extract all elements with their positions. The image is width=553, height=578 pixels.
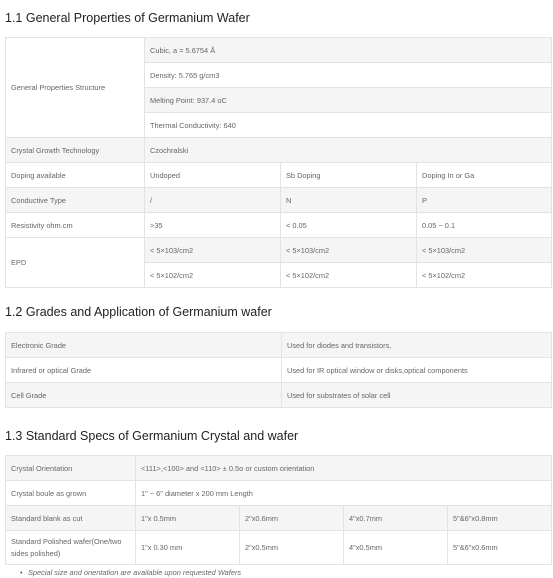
boule-label: Crystal boule as grown	[6, 481, 136, 506]
doping-value: Doping In or Ga	[417, 163, 552, 188]
orientation-value: <111>,<100> and <110> ± 0.5o or custom orientation	[136, 456, 552, 481]
polished-label: Standard Polished wafer(One/two sides polished)	[6, 531, 136, 565]
polished-value: 2"x0.5mm	[240, 531, 344, 565]
blank-value: 2"x0.6mm	[240, 506, 344, 531]
grades-table	[5, 332, 552, 408]
conductive-value: N	[281, 188, 417, 213]
epd-value: < 5×103/cm2	[281, 238, 417, 263]
bullet-icon: •	[20, 568, 23, 577]
structure-value: Cubic, a = 5.6754 Å	[145, 38, 552, 63]
blank-label: Standard blank as cut	[6, 506, 136, 531]
grade-use: Used for diodes and transistors,	[282, 333, 552, 358]
structure-label: General Properties Structure	[6, 38, 145, 138]
doping-value: Undoped	[145, 163, 281, 188]
blank-value: 4"x0.7mm	[344, 506, 448, 531]
conductive-value: P	[417, 188, 552, 213]
doping-label: Doping available	[6, 163, 145, 188]
boule-value: 1" ~ 6" diameter x 200 mm Length	[136, 481, 552, 506]
structure-value: Melting Point: 937.4 oC	[145, 88, 552, 113]
grade-name: Electronic Grade	[6, 333, 282, 358]
resistivity-label: Resistivity ohm.cm	[6, 213, 145, 238]
special-size-note	[20, 568, 241, 577]
note-text: Special size and orientation are available upon requested Wafers	[28, 568, 242, 577]
epd-value: < 5×102/cm2	[145, 263, 281, 288]
conductive-label: Conductive Type	[6, 188, 145, 213]
blank-value: 5"&6"x0.8mm	[448, 506, 552, 531]
grade-name: Cell Grade	[6, 383, 282, 408]
polished-value: 4"x0.5mm	[344, 531, 448, 565]
blank-value: 1"x 0.5mm	[136, 506, 240, 531]
epd-value: < 5×103/cm2	[417, 238, 552, 263]
section-3-title: 1.3 Standard Specs of Germanium Crystal and wafer	[5, 429, 299, 443]
conductive-value: /	[145, 188, 281, 213]
structure-value: Density: 5.765 g/cm3	[145, 63, 552, 88]
resistivity-value: >35	[145, 213, 281, 238]
standard-specs-table	[5, 455, 552, 565]
section-2-title: 1.2 Grades and Application of Germanium wafer	[5, 305, 272, 319]
section-1-title: 1.1 General Properties of Germanium Wafer	[5, 11, 250, 25]
epd-value: < 5×103/cm2	[145, 238, 281, 263]
epd-value: < 5×102/cm2	[281, 263, 417, 288]
epd-value: < 5×102/cm2	[417, 263, 552, 288]
orientation-label: Crystal Orientation	[6, 456, 136, 481]
crystal-growth-value: Czochralski	[145, 138, 552, 163]
grade-use: Used for IR optical window or disks,optical components	[282, 358, 552, 383]
doping-value: Sb Doping	[281, 163, 417, 188]
crystal-growth-label: Crystal Growth Technology	[6, 138, 145, 163]
resistivity-value: < 0.05	[281, 213, 417, 238]
general-properties-table	[5, 37, 552, 288]
polished-value: 5"&6"x0.6mm	[448, 531, 552, 565]
resistivity-value: 0.05 ~ 0.1	[417, 213, 552, 238]
epd-label: EPD	[6, 238, 145, 288]
grade-name: Infrared or optical Grade	[6, 358, 282, 383]
structure-value: Thermal Conductivity: 640	[145, 113, 552, 138]
polished-value: 1"x 0.30 mm	[136, 531, 240, 565]
grade-use: Used for substrates of solar cell	[282, 383, 552, 408]
